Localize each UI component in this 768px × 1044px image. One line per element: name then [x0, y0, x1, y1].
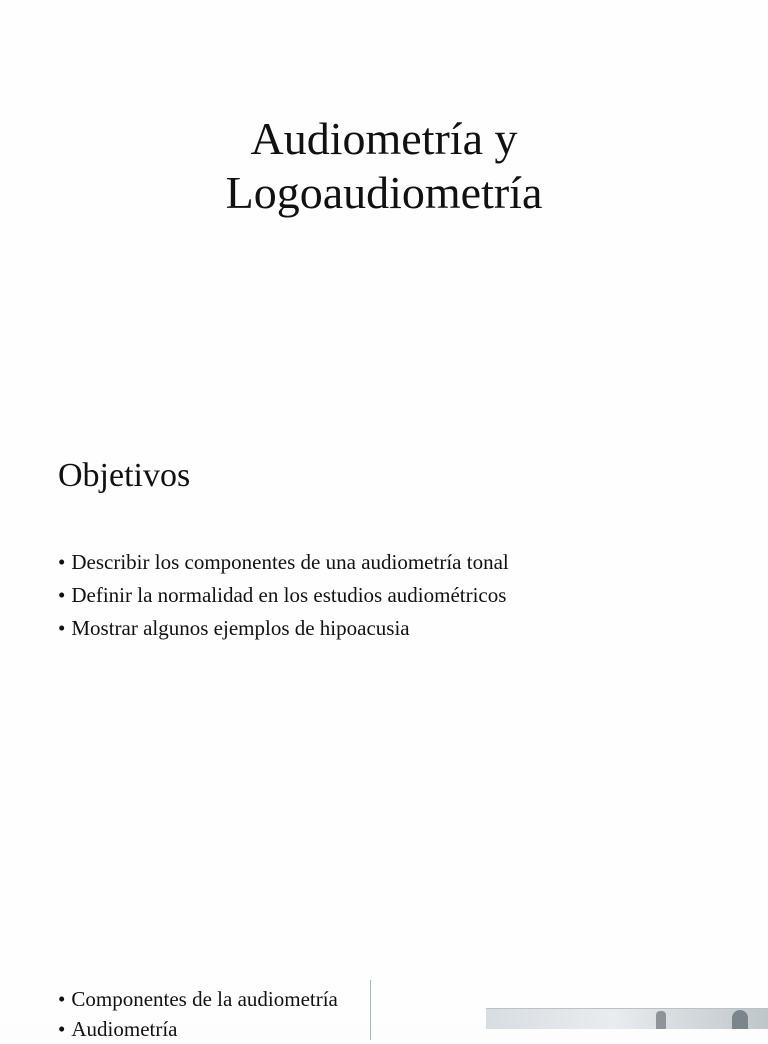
- slide-photo: [486, 1008, 768, 1029]
- objective-text: Definir la normalidad en los estudios audiométricos: [71, 583, 507, 607]
- title-line-1: Audiometría y: [250, 113, 518, 164]
- bullet-icon: •: [58, 987, 66, 1011]
- contents-list: [58, 984, 338, 1044]
- objective-text: Mostrar algunos ejemplos de hipoacusia: [71, 616, 410, 640]
- objective-text: Describir los componentes de una audiometría tonal: [71, 550, 509, 574]
- vertical-divider: [370, 980, 371, 1040]
- slide-2: [0, 420, 768, 940]
- contents-text: Componentes de la audiometría: [71, 987, 338, 1011]
- bullet-icon: •: [58, 1017, 66, 1041]
- person-silhouette: [656, 1011, 666, 1029]
- list-item: [58, 546, 509, 579]
- person-silhouette: [732, 1010, 748, 1029]
- contents-text: Audiometría: [71, 1017, 178, 1041]
- slide-1: [0, 0, 768, 420]
- bullet-icon: •: [58, 616, 66, 640]
- bullet-icon: •: [58, 583, 66, 607]
- objectives-list: [58, 546, 509, 645]
- objectives-heading: Objetivos: [58, 457, 191, 494]
- title-line-2: Logoaudiometría: [225, 167, 543, 218]
- title-block: [0, 112, 768, 220]
- slide-3: [0, 940, 768, 1041]
- list-item: [58, 612, 509, 645]
- bullet-icon: •: [58, 550, 66, 574]
- list-item: [58, 579, 509, 612]
- list-item: [58, 1014, 338, 1044]
- list-item: [58, 984, 338, 1014]
